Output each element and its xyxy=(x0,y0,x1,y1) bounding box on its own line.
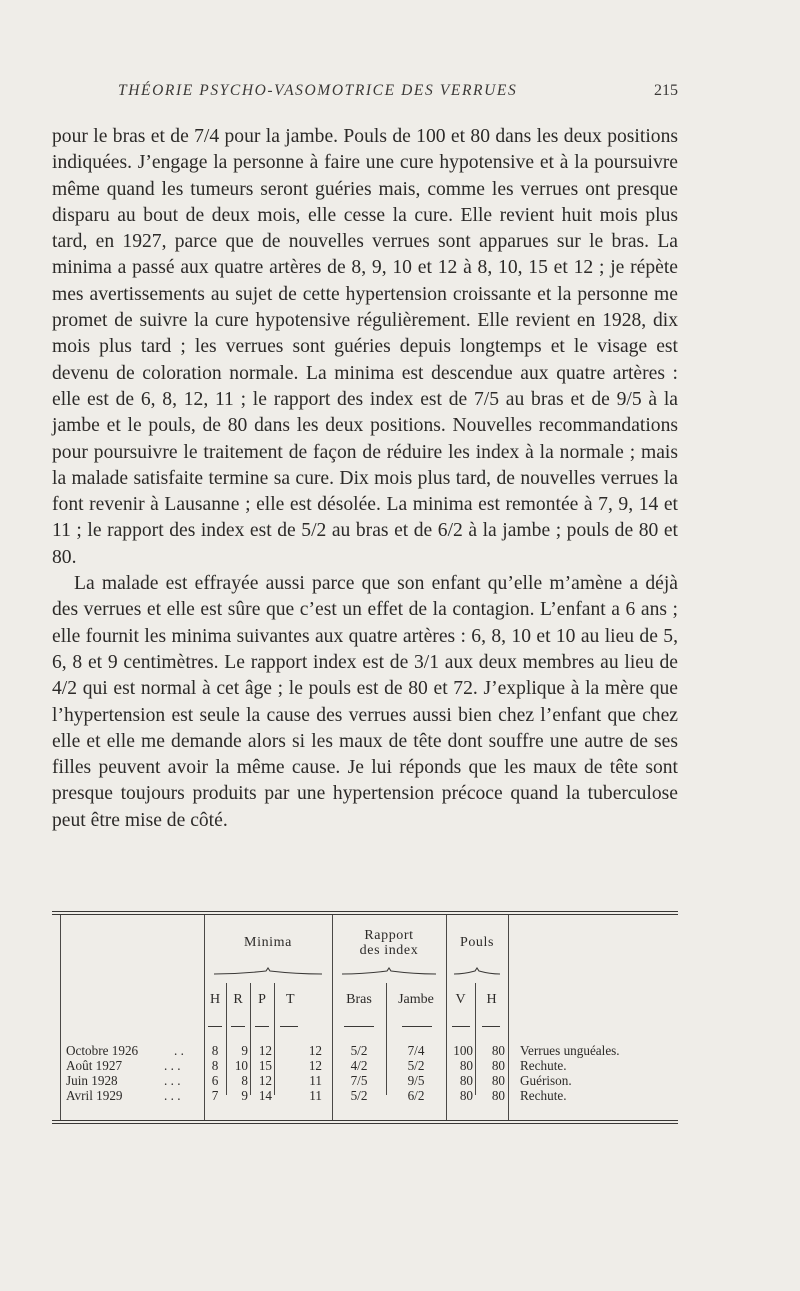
cell-bras: 4/2 xyxy=(350,1058,368,1073)
header-rapport-line1: Rapport xyxy=(364,928,414,943)
cell-h: 8 xyxy=(211,1058,219,1073)
cell-p: 12 xyxy=(258,1073,272,1088)
cell-h2: 80 xyxy=(491,1043,505,1058)
paragraph-1: pour le bras et de 7/4 pour la jambe. Pouls de 100 et 80 dans les deux positions indiquées. J’engage la personne à faire une cure hypotensive et à la poursuivre même quand les tumeurs seront guéries mais, comme les verrues ont presque disparu au bout de deux mois, elle cesse la cure. Elle revient huit mois plus tard, en 1927, parce que de nouvelles verrues sont apparues sur le bras. La minima a passé aux quatre artères de 8, 9, 10 et 12 à 8, 10, 15 et 12 ; je répète mes avertissements au sujet de cette hypertension croissante et la personne me promet de suivre la cure hypotensive régulièrement. Elle revient en 1928, dix mois plus tard ; les verrues sont guéries depuis longtemps et le visage est devenu de coloration normale. La minima est descendue aux quatre artères : elle est de 6, 8, 12, 11 ; le rapport des index est de 7/5 au bras et de 9/5 à la jambe et le pouls, de 80 dans les deux positions. Nouvelles recommandations pour poursuivre le traitement de façon de réduire les index à la normale ; mais la malade satisfaite termine sa cure. Dix mois plus tard, de nouvelles verrues la font revenir à Lausanne ; elle est désolée. La minima est remontée à 7, 9, 14 et 11 ; le rapport des index est de 5/2 au bras et de 6/2 à la jambe ; pouls de 80 et 80. xyxy=(52,126,678,568)
dash-bras xyxy=(344,1026,374,1027)
cell-v: 80 xyxy=(459,1073,473,1088)
cell-t: 11 xyxy=(309,1088,322,1103)
dash-r xyxy=(231,1026,245,1027)
cell-bras: 5/2 xyxy=(350,1043,368,1058)
subheader-bras: Bras xyxy=(346,992,372,1007)
page-number: 215 xyxy=(654,82,678,99)
cell-t: 12 xyxy=(308,1043,322,1058)
cell-note: Rechute. xyxy=(520,1088,567,1103)
data-table xyxy=(52,911,678,1126)
cell-v: 100 xyxy=(453,1043,473,1058)
row-dots: . . . xyxy=(164,1058,181,1073)
dash-h2 xyxy=(482,1026,500,1027)
cell-v: 80 xyxy=(459,1088,473,1103)
header-rapport-line2: des index xyxy=(359,943,419,958)
row-dots: . . . xyxy=(164,1088,181,1103)
row-date: Août 1927 xyxy=(66,1058,123,1073)
cell-r: 9 xyxy=(241,1043,248,1058)
header-pouls: Pouls xyxy=(459,935,495,950)
table-left-border xyxy=(60,915,61,1120)
dash-p xyxy=(255,1026,269,1027)
cell-jambe: 9/5 xyxy=(407,1073,425,1088)
subheader-t: T xyxy=(286,992,295,1007)
cell-jambe: 5/2 xyxy=(407,1058,425,1073)
brace-pouls xyxy=(452,967,502,977)
cell-h: 7 xyxy=(211,1088,219,1103)
dash-t xyxy=(280,1026,298,1027)
subheader-r: R xyxy=(233,992,243,1007)
cell-t: 12 xyxy=(308,1058,322,1073)
cell-h: 6 xyxy=(211,1073,219,1088)
dash-v xyxy=(452,1026,470,1027)
cell-p: 15 xyxy=(258,1058,272,1073)
brace-minima xyxy=(212,967,324,977)
header-minima: Minima xyxy=(244,935,292,950)
subheader-h2: H xyxy=(486,992,497,1007)
table-top-rule-inner xyxy=(52,914,678,915)
cell-jambe: 6/2 xyxy=(407,1088,425,1103)
cell-v: 80 xyxy=(459,1058,473,1073)
running-head xyxy=(52,82,678,106)
body-text xyxy=(52,124,678,834)
cell-jambe: 7/4 xyxy=(407,1043,425,1058)
cell-r: 8 xyxy=(241,1073,248,1088)
row-dots: . . . xyxy=(164,1073,181,1088)
row-date: Avril 1929 xyxy=(66,1088,123,1103)
row-date: Octobre 1926 xyxy=(66,1043,139,1058)
cell-note: Rechute. xyxy=(520,1058,567,1073)
cell-bras: 7/5 xyxy=(350,1073,368,1088)
cell-t: 11 xyxy=(309,1073,322,1088)
cell-note: Guérison. xyxy=(520,1073,572,1088)
running-title: THÉORIE PSYCHO-VASOMOTRICE DES VERRUES xyxy=(118,82,518,99)
row-date: Juin 1928 xyxy=(66,1073,118,1088)
subheader-jambe: Jambe xyxy=(398,992,434,1007)
table-bottom-rule-outer xyxy=(52,1123,678,1124)
row-dots: . . xyxy=(174,1043,184,1058)
table-bottom-rule xyxy=(52,1120,678,1121)
col-separator-pouls xyxy=(508,915,509,1120)
dash-h xyxy=(208,1026,222,1027)
cell-h2: 80 xyxy=(491,1073,505,1088)
cell-h: 8 xyxy=(211,1043,219,1058)
cell-h2: 80 xyxy=(491,1088,505,1103)
subheader-v: V xyxy=(455,992,466,1007)
cell-r: 9 xyxy=(241,1088,248,1103)
subheader-p: P xyxy=(258,992,266,1007)
cell-r: 10 xyxy=(234,1058,248,1073)
brace-rapport xyxy=(340,967,438,977)
cell-note: Verrues unguéales. xyxy=(520,1043,620,1058)
subheader-h: H xyxy=(209,992,221,1007)
dash-jambe xyxy=(402,1026,432,1027)
cell-bras: 5/2 xyxy=(350,1088,368,1103)
cell-p: 12 xyxy=(258,1043,272,1058)
paragraph-2: La malade est effrayée aussi parce que son enfant qu’elle m’amène a déjà des verrues et elle est sûre que c’est un effet de la contagion. L’enfant a 6 ans ; elle fournit les minima suivantes aux quatre artères : 6, 8, 10 et 10 au lieu de 5, 6, 8 et 9 centimètres. Le rapport index est de 3/1 aux deux membres au lieu de 4/2 qui est normal à cet âge ; le pouls est de 80 et 72. J’explique à la mère que l’hypertension est seule la cause des verrues aussi bien chez l’enfant que chez elle et elle me demande alors si les maux de tête dont souffre une autre de ses filles peuvent avoir la même cause. Je lui réponds que les maux de tête sont presque toujours produits par une hypertension précoce quand la tuberculose peut être mise de côté. xyxy=(52,573,678,831)
cell-h2: 80 xyxy=(491,1058,505,1073)
table-top-rule xyxy=(52,911,678,912)
cell-p: 14 xyxy=(258,1088,272,1103)
